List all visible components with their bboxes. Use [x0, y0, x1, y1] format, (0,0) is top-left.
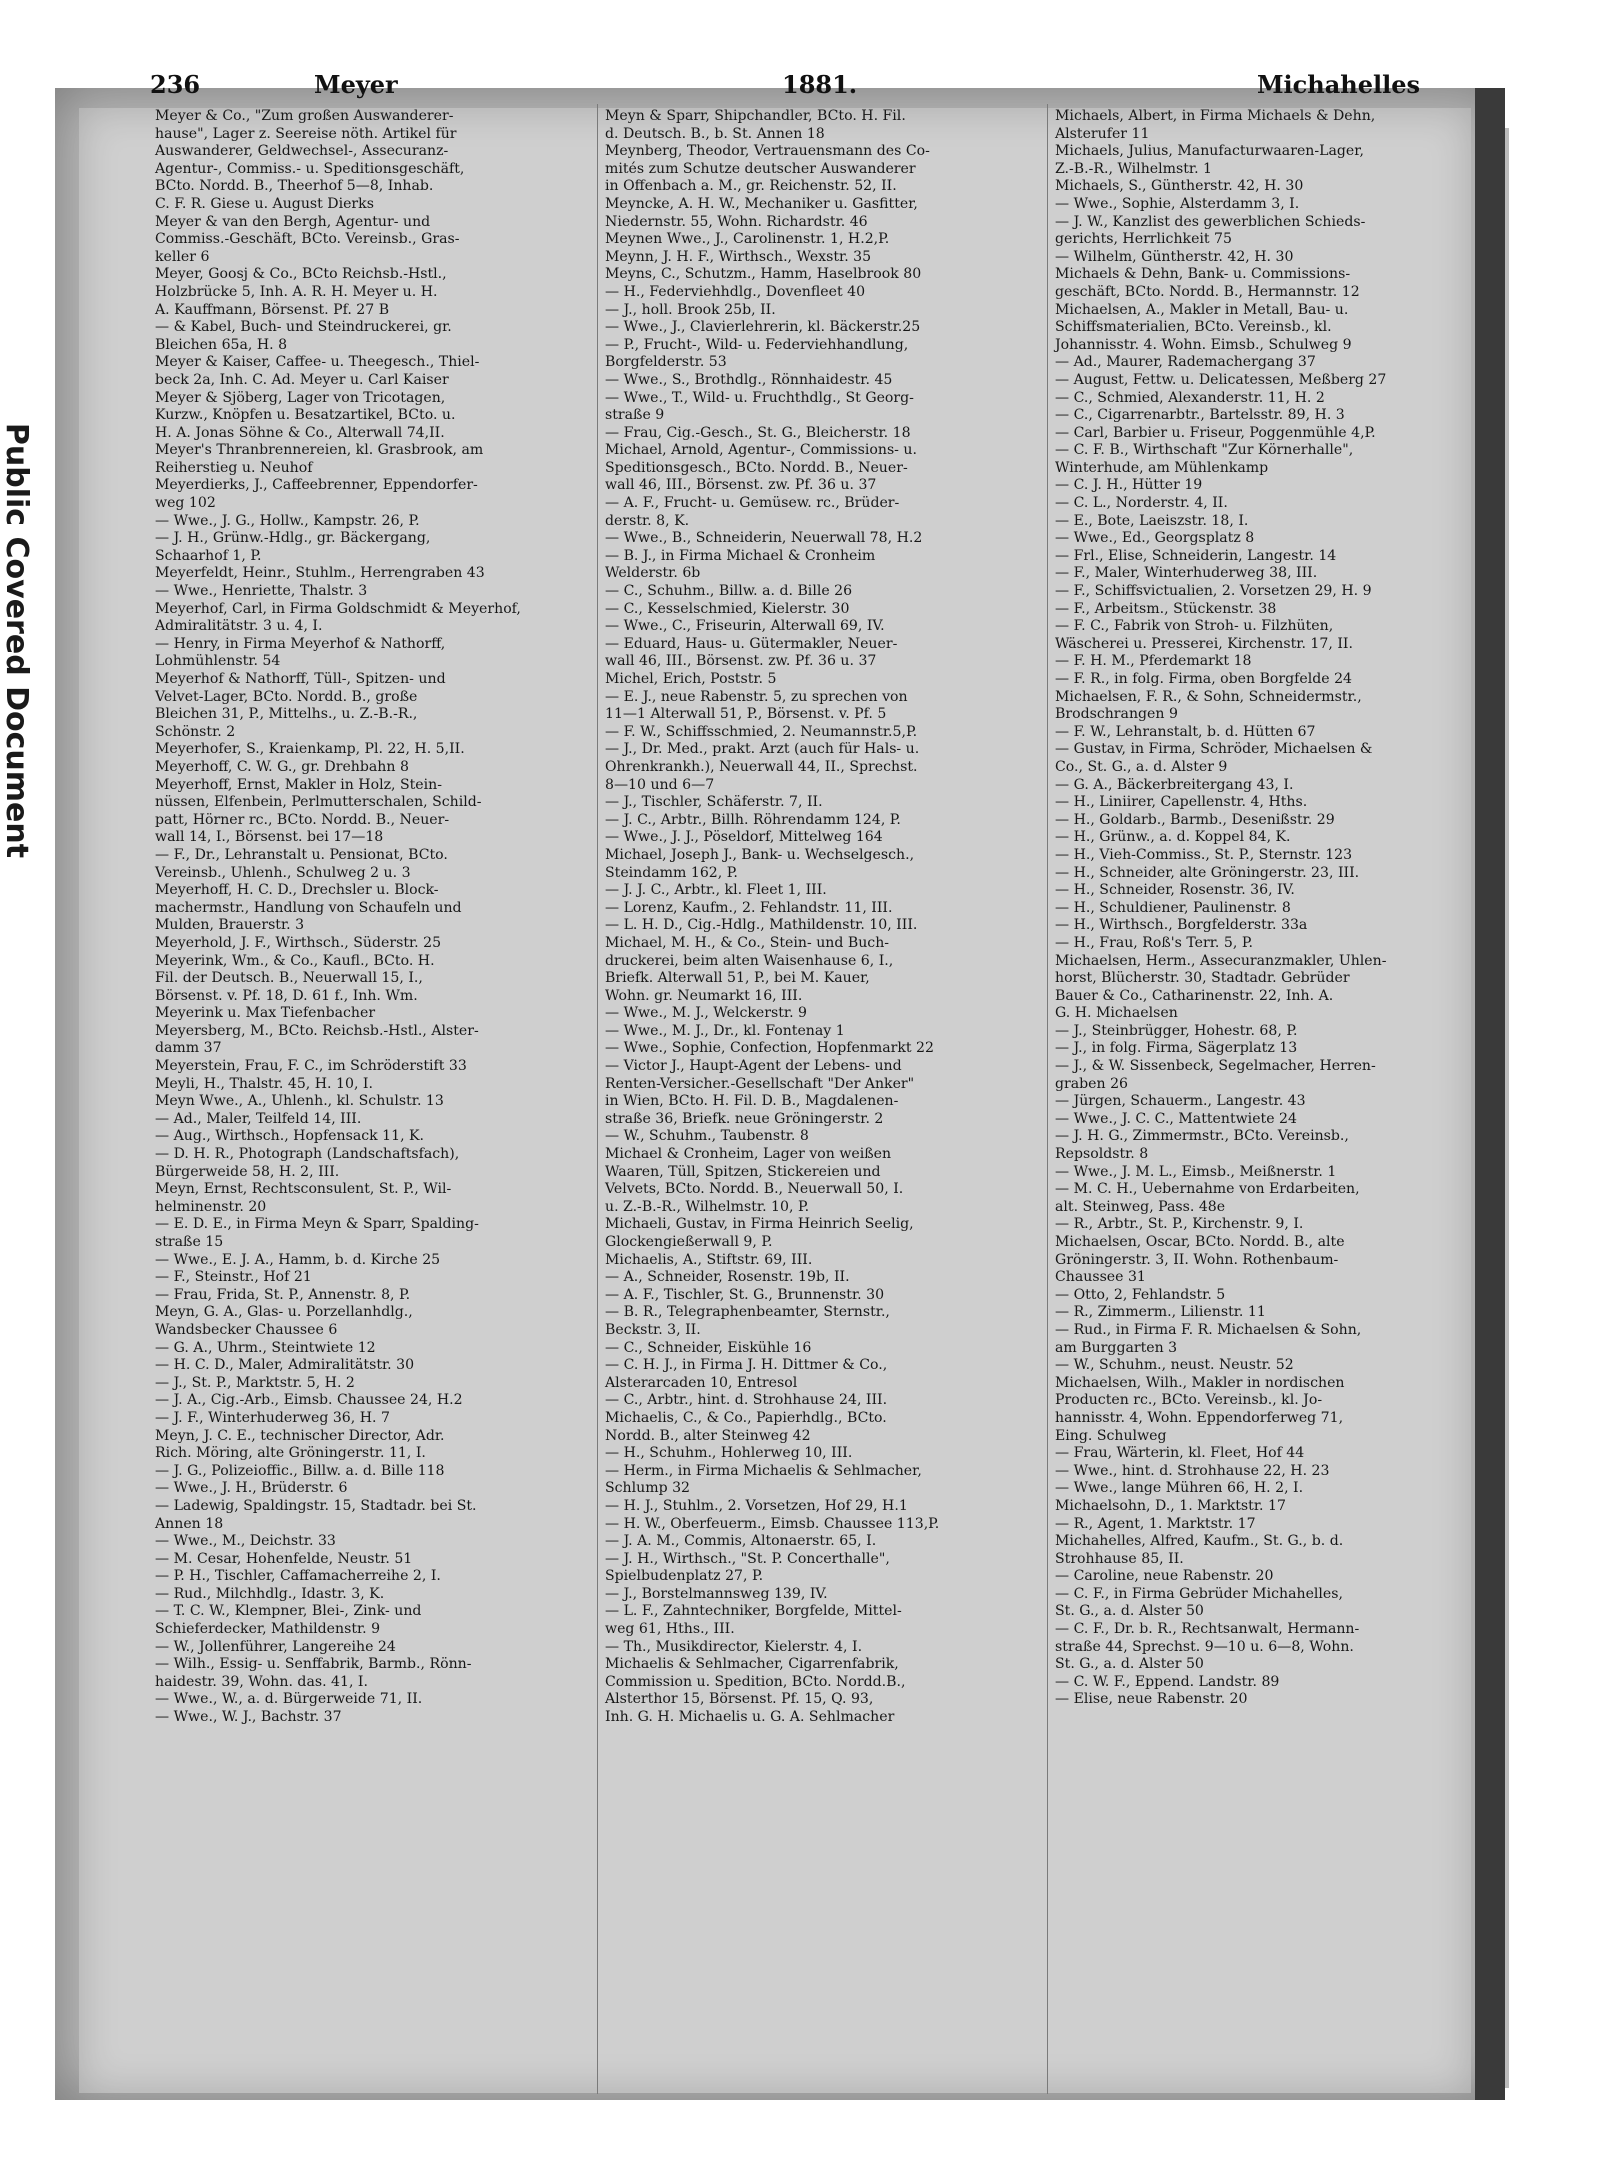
directory-line: Meyersberg, M., BCto. Reichsb.-Hstl., Alster- — [155, 1022, 479, 1039]
directory-line: haidestr. 39, Wohn. das. 41, I. — [155, 1673, 368, 1690]
directory-line: — C., Schmied, Alexanderstr. 11, H. 2 — [1055, 389, 1325, 406]
directory-line: Alsterarcaden 10, Entresol — [605, 1374, 798, 1391]
directory-line: — F., Schiffsvictualien, 2. Vorsetzen 29, H. 9 — [1055, 583, 1372, 600]
directory-line: Mulden, Brauerstr. 3 — [155, 917, 305, 934]
directory-line: — Wwe., J. C. C., Mattentwiete 24 — [1055, 1110, 1297, 1127]
directory-line: — T. C. W., Klempner, Blei-, Zink- und — [155, 1603, 422, 1620]
directory-line: — C. J. H., Hütter 19 — [1055, 477, 1203, 494]
directory-line: — Wwe., lange Mühren 66, H. 2, I. — [1055, 1480, 1304, 1497]
directory-line: Annen 18 — [155, 1515, 224, 1532]
directory-line: Meyn & Sparr, Shipchandler, BCto. H. Fil. — [605, 108, 906, 124]
directory-line: — C. W. F., Eppend. Landstr. 89 — [1055, 1673, 1280, 1690]
directory-line: — Ladewig, Spaldingstr. 15, Stadtadr. bei St. — [155, 1497, 477, 1514]
directory-line: Gröningerstr. 3, II. Wohn. Rothenbaum- — [1055, 1251, 1339, 1268]
directory-line: Michahelles, Alfred, Kaufm., St. G., b. d. — [1055, 1533, 1344, 1550]
directory-line: — F., Maler, Winterhuderweg 38, III. — [1055, 565, 1318, 582]
directory-line: graben 26 — [1055, 1075, 1129, 1092]
directory-line: Chaussee 31 — [1055, 1269, 1146, 1286]
directory-line: Strohhause 85, II. — [1055, 1550, 1184, 1567]
directory-line: Velvet-Lager, BCto. Nordd. B., große — [155, 688, 418, 705]
directory-line: Michaels, Albert, in Firma Michaels & Dehn, — [1055, 108, 1376, 124]
directory-line: — R., Agent, 1. Marktstr. 17 — [1055, 1515, 1256, 1532]
directory-line: H. A. Jonas Söhne & Co., Alterwall 74,II. — [155, 424, 445, 441]
directory-line: — Wwe., Sophie, Alsterdamm 3, I. — [1055, 195, 1300, 212]
directory-line: Meyer & Kaiser, Caffee- u. Theegesch., Thiel- — [155, 354, 480, 371]
directory-line: — E. J., neue Rabenstr. 5, zu sprechen von — [605, 688, 908, 705]
directory-line: straße 44, Sprechst. 9—10 u. 6—8, Wohn. — [1055, 1638, 1354, 1655]
directory-line: — Carl, Barbier u. Friseur, Poggenmühle 4,P. — [1055, 424, 1376, 441]
directory-line: — F., Arbeitsm., Stückenstr. 38 — [1055, 600, 1277, 617]
directory-line: Johannisstr. 4. Wohn. Eimsb., Schulweg 9 — [1055, 336, 1352, 353]
directory-line: Bauer & Co., Catharinenstr. 22, Inh. A. — [1055, 987, 1334, 1004]
directory-line: — H., Schuldiener, Paulinenstr. 8 — [1055, 899, 1291, 916]
directory-line: 11—1 Alterwall 51, P., Börsenst. v. Pf. 5 — [605, 706, 887, 723]
directory-line: — P., Frucht-, Wild- u. Federviehhandlung, — [605, 336, 909, 353]
directory-line: weg 102 — [155, 495, 216, 512]
directory-line: — J. W., Kanzlist des gewerblichen Schieds- — [1055, 213, 1366, 230]
directory-line: am Burggarten 3 — [1055, 1339, 1178, 1356]
directory-line: — F., Dr., Lehranstalt u. Pensionat, BCto. — [155, 846, 448, 863]
directory-line: — H. W., Oberfeuerm., Eimsb. Chaussee 113,P. — [605, 1515, 940, 1532]
directory-line: — J., in folg. Firma, Sägerplatz 13 — [1055, 1040, 1298, 1057]
directory-line: C. F. R. Giese u. August Dierks — [155, 195, 374, 212]
directory-line: — H., Grünw., a. d. Koppel 84, K. — [1055, 829, 1291, 846]
directory-line: Michaeli, Gustav, in Firma Heinrich Seelig, — [605, 1216, 914, 1233]
directory-line: Meyerdierks, J., Caffeebrenner, Eppendorfer- — [155, 477, 478, 494]
directory-line: geschäft, BCto. Nordd. B., Hermannstr. 12 — [1055, 283, 1360, 300]
directory-line: — August, Fettw. u. Delicatessen, Meßberg 27 — [1055, 371, 1387, 388]
column-right — [1055, 108, 1465, 1709]
directory-line: — C., Schuhm., Billw. a. d. Bille 26 — [605, 583, 853, 600]
directory-line: Wandsbecker Chaussee 6 — [155, 1321, 338, 1338]
directory-line: Meyer & Sjöberg, Lager von Tricotagen, — [155, 389, 446, 406]
directory-line: Z.-B.-R., Wilhelmstr. 1 — [1055, 160, 1212, 177]
directory-line: — C., Schneider, Eiskühle 16 — [605, 1339, 812, 1356]
directory-line: Wohn. gr. Neumarkt 16, III. — [605, 987, 803, 1004]
directory-line: Michaelsen, F. R., & Sohn, Schneidermstr., — [1055, 688, 1362, 705]
directory-line: alt. Steinweg, Pass. 48e — [1055, 1198, 1226, 1215]
directory-line: — Ad., Maler, Teilfeld 14, III. — [155, 1110, 362, 1127]
directory-line: Winterhude, am Mühlenkamp — [1055, 459, 1269, 476]
header-year: 1881. — [782, 70, 858, 99]
directory-line: — H., Schneider, Rosenstr. 36, IV. — [1055, 882, 1295, 899]
directory-line: — R., Zimmerm., Lilienstr. 11 — [1055, 1304, 1266, 1321]
directory-line: Meyerhoff, H. C. D., Drechsler u. Block- — [155, 882, 439, 899]
directory-line: — A. F., Frucht- u. Gemüsew. rc., Brüder- — [605, 495, 900, 512]
directory-line: — Wwe., S., Brothdlg., Rönnhaidestr. 45 — [605, 371, 893, 388]
directory-line: nüssen, Elfenbein, Perlmutterschalen, Schild- — [155, 794, 482, 811]
directory-line: Glockengießerwall 9, P. — [605, 1234, 773, 1250]
directory-line: Wäscherei u. Presserei, Kirchenstr. 17, II. — [1055, 635, 1353, 652]
column-divider — [597, 104, 598, 2094]
directory-line: Spielbudenplatz 27, P. — [605, 1568, 764, 1585]
directory-line: — F., Steinstr., Hof 21 — [155, 1269, 312, 1286]
directory-line: — C., Kesselschmied, Kielerstr. 30 — [605, 600, 850, 617]
directory-line: Nordd. B., alter Steinweg 42 — [605, 1427, 811, 1444]
directory-line: beck 2a, Inh. C. Ad. Meyer u. Carl Kaiser — [155, 371, 449, 388]
directory-line: — H., Wirthsch., Borgfelderstr. 33a — [1055, 917, 1308, 934]
directory-line: G. H. Michaelsen — [1055, 1005, 1178, 1022]
directory-line: — C., Cigarrenarbtr., Bartelsstr. 89, H. 3 — [1055, 407, 1345, 424]
directory-line: — Lorenz, Kaufm., 2. Fehlandstr. 11, III. — [605, 899, 893, 916]
directory-line: Michaelsen, A., Makler in Metall, Bau- u. — [1055, 301, 1349, 318]
directory-line: — Gustav, in Firma, Schröder, Michaelsen & — [1055, 741, 1373, 758]
directory-line: Producten rc., BCto. Vereinsb., kl. Jo- — [1055, 1392, 1323, 1409]
directory-line: — C. F. B., Wirthschaft "Zur Körnerhalle", — [1055, 442, 1354, 459]
directory-line: Ohrenkrankh.), Neuerwall 44, II., Sprechst. — [605, 758, 918, 775]
directory-line: u. Z.-B.-R., Wilhelmstr. 10, P. — [605, 1198, 810, 1215]
directory-line: — Wwe., M., Deichstr. 33 — [155, 1533, 336, 1550]
directory-line: — J. F., Winterhuderweg 36, H. 7 — [155, 1409, 390, 1426]
directory-line: — G. A., Bäckerbreitergang 43, I. — [1055, 776, 1294, 793]
column-middle — [605, 108, 1015, 1727]
directory-line: — M. Cesar, Hohenfelde, Neustr. 51 — [155, 1550, 413, 1567]
directory-line: Niedernstr. 55, Wohn. Richardstr. 46 — [605, 213, 868, 230]
directory-line: Steindamm 162, P. — [605, 864, 738, 881]
directory-line: — Wwe., W. J., Bachstr. 37 — [155, 1709, 342, 1726]
directory-line: Bürgerweide 58, H. 2, III. — [155, 1163, 340, 1180]
directory-line: A. Kauffmann, Börsenst. Pf. 27 B — [155, 301, 390, 318]
directory-line: Meyerhold, J. F., Wirthsch., Süderstr. 25 — [155, 934, 442, 951]
directory-line: — Wwe., M. J., Welckerstr. 9 — [605, 1005, 807, 1022]
directory-line: — Wwe., J., Clavierlehrerin, kl. Bäckerstr.25 — [605, 319, 921, 336]
directory-line: — F. H. M., Pferdemarkt 18 — [1055, 653, 1252, 670]
directory-line: mités zum Schutze deutscher Auswanderer — [605, 160, 916, 177]
directory-line: helminenstr. 20 — [155, 1198, 267, 1215]
directory-line: — Aug., Wirthsch., Hopfensack 11, K. — [155, 1128, 425, 1145]
directory-line: keller 6 — [155, 248, 210, 265]
directory-line: Inh. G. H. Michaelis u. G. A. Sehlmacher — [605, 1709, 895, 1726]
directory-line: Michaelsen, Herm., Assecuranzmakler, Uhlen- — [1055, 952, 1387, 969]
directory-line: Meyer, Goosj & Co., BCto Reichsb.-Hstl., — [155, 266, 447, 283]
directory-line: Schieferdecker, Mathildenstr. 9 — [155, 1621, 381, 1638]
directory-line: Admiralitätstr. 3 u. 4, I. — [155, 618, 323, 635]
directory-line: — J., St. P., Marktstr. 5, H. 2 — [155, 1374, 355, 1391]
directory-line: Michaels, S., Güntherstr. 42, H. 30 — [1055, 178, 1304, 195]
directory-line: Alsterufer 11 — [1055, 125, 1150, 142]
directory-line: Briefk. Alterwall 51, P., bei M. Kauer, — [605, 970, 870, 987]
directory-line: Waaren, Tüll, Spitzen, Stickereien und — [605, 1163, 881, 1180]
side-label — [0, 230, 34, 1050]
directory-line: — J. A. M., Commis, Altonaerstr. 65, I. — [605, 1533, 877, 1550]
directory-line: — J. C., Arbtr., Billh. Röhrendamm 124, P. — [605, 811, 901, 828]
directory-line: — J., holl. Brook 25b, II. — [605, 301, 776, 318]
directory-line: — H., Liniirer, Capellenstr. 4, Hths. — [1055, 794, 1308, 811]
directory-line: — P. H., Tischler, Caffamacherreihe 2, I. — [155, 1568, 441, 1585]
directory-line: — Henry, in Firma Meyerhof & Nathorff, — [155, 635, 446, 652]
directory-line: Bleichen 31, P., Mittelhs., u. Z.-B.-R., — [155, 706, 418, 723]
directory-line: Meyn Wwe., A., Uhlenh., kl. Schulstr. 13 — [155, 1093, 444, 1110]
directory-line: — F. W., Schiffsschmied, 2. Neumannstr.5,P. — [605, 723, 918, 740]
directory-line: Kurzw., Knöpfen u. Besatzartikel, BCto. u. — [155, 407, 456, 424]
directory-line: — Wwe., Ed., Georgsplatz 8 — [1055, 530, 1255, 547]
directory-line: — C. F., Dr. b. R., Rechtsanwalt, Hermann- — [1055, 1621, 1360, 1638]
directory-line: — Ad., Maurer, Rademachergang 37 — [1055, 354, 1316, 371]
directory-line: — Frl., Elise, Schneiderin, Langestr. 14 — [1055, 547, 1337, 564]
directory-line: — F. W., Lehranstalt, b. d. Hütten 67 — [1055, 723, 1316, 740]
directory-line: — C. L., Norderstr. 4, II. — [1055, 495, 1228, 512]
directory-line: — F. R., in folg. Firma, oben Borgfelde 24 — [1055, 671, 1353, 687]
directory-line: Meynn, J. H. F., Wirthsch., Wexstr. 35 — [605, 248, 872, 265]
directory-line: — Wwe., Henriette, Thalstr. 3 — [155, 583, 368, 600]
directory-line: — M. C. H., Uebernahme von Erdarbeiten, — [1055, 1181, 1360, 1198]
directory-line: Michaelsen, Oscar, BCto. Nordd. B., alte — [1055, 1234, 1345, 1250]
directory-line: Co., St. G., a. d. Alster 9 — [1055, 758, 1228, 775]
directory-line: — J., Dr. Med., prakt. Arzt (auch für Hals- u. — [605, 741, 920, 758]
directory-line: — D. H. R., Photograph (Landschaftsfach), — [155, 1146, 460, 1163]
directory-line: — A., Schneider, Rosenstr. 19b, II. — [605, 1269, 850, 1286]
directory-line: Meyer's Thranbrennereien, kl. Grasbrook, am — [155, 442, 484, 459]
directory-line: hannisstr. 4, Wohn. Eppendorferweg 71, — [1055, 1409, 1344, 1426]
directory-line: Meyns, C., Schutzm., Hamm, Haselbrook 80 — [605, 266, 922, 283]
directory-line: — Wilh., Essig- u. Senffabrik, Barmb., Rönn- — [155, 1656, 472, 1673]
directory-line: — Wwe., T., Wild- u. Fruchthdlg., St Georg- — [605, 389, 914, 406]
directory-line: Commission u. Spedition, BCto. Nordd.B., — [605, 1673, 906, 1690]
directory-line: — J. H., Grünw.-Hdlg., gr. Bäckergang, — [155, 530, 431, 547]
directory-line: straße 15 — [155, 1234, 224, 1250]
directory-line: Repsoldstr. 8 — [1055, 1146, 1149, 1163]
directory-line: — F. C., Fabrik von Stroh- u. Filzhüten, — [1055, 618, 1334, 635]
directory-line: wall 14, I., Börsenst. bei 17—18 — [155, 829, 384, 846]
directory-line: Meyli, H., Thalstr. 45, H. 10, I. — [155, 1075, 373, 1092]
directory-line: — Herm., in Firma Michaelis & Sehlmacher, — [605, 1462, 922, 1479]
page-edge-shadow — [1475, 88, 1505, 2100]
page-number: 236 — [150, 70, 201, 99]
directory-line: — W., Schuhm., neust. Neustr. 52 — [1055, 1357, 1294, 1374]
directory-line: — J. J. C., Arbtr., kl. Fleet 1, III. — [605, 882, 827, 899]
directory-line: Meyncke, A. H. W., Mechaniker u. Gasfitter, — [605, 195, 918, 212]
directory-line: Velvets, BCto. Nordd. B., Neuerwall 50, I. — [605, 1181, 904, 1198]
directory-line: Bleichen 65a, H. 8 — [155, 336, 288, 353]
directory-line: Agentur-, Commiss.- u. Speditionsgeschäft, — [155, 160, 465, 177]
directory-line: — Elise, neue Rabenstr. 20 — [1055, 1691, 1248, 1708]
directory-line: Brodschrangen 9 — [1055, 706, 1178, 723]
directory-line: Schlump 32 — [605, 1480, 691, 1497]
directory-line: straße 36, Briefk. neue Gröningerstr. 2 — [605, 1110, 884, 1127]
directory-line: Beckstr. 3, II. — [605, 1321, 701, 1338]
directory-line: Michael, Arnold, Agentur-, Commissions- u. — [605, 442, 917, 459]
directory-line: — W., Schuhm., Taubenstr. 8 — [605, 1128, 809, 1145]
directory-line: — J. A., Cig.-Arb., Eimsb. Chaussee 24, H.2 — [155, 1392, 463, 1409]
directory-line: Vereinsb., Uhlenh., Schulweg 2 u. 3 — [155, 864, 411, 881]
directory-line: — Wilhelm, Güntherstr. 42, H. 30 — [1055, 248, 1294, 265]
directory-line: — J., Tischler, Schäferstr. 7, II. — [605, 794, 823, 811]
directory-line: Michel, Erich, Poststr. 5 — [605, 671, 777, 687]
directory-line: — Frau, Frida, St. P., Annenstr. 8, P. — [155, 1286, 411, 1303]
directory-line: Meyer & van den Bergh, Agentur- und — [155, 213, 431, 230]
directory-line: — H., Frau, Roß's Terr. 5, P. — [1055, 934, 1253, 951]
directory-line: — Frau, Cig.-Gesch., St. G., Bleicherstr. 18 — [605, 424, 911, 441]
directory-line: — & Kabel, Buch- und Steindruckerei, gr. — [155, 319, 452, 336]
directory-line: — J. G., Polizeioffic., Billw. a. d. Bille 118 — [155, 1462, 445, 1479]
directory-line: wall 46, III., Börsenst. zw. Pf. 36 u. 37 — [605, 477, 877, 494]
directory-line: Rich. Möring, alte Gröningerstr. 11, I. — [155, 1445, 426, 1462]
directory-line: Michaelsen, Wilh., Makler in nordischen — [1055, 1374, 1345, 1391]
directory-line: — Wwe., hint. d. Strohhause 22, H. 23 — [1055, 1462, 1330, 1479]
directory-line: — Otto, 2, Fehlandstr. 5 — [1055, 1286, 1226, 1303]
directory-line: — W., Jollenführer, Langereihe 24 — [155, 1638, 396, 1655]
directory-line: — Rud., Milchhdlg., Idastr. 3, K. — [155, 1585, 385, 1602]
directory-line: — C. F., in Firma Gebrüder Michahelles, — [1055, 1585, 1343, 1602]
directory-line: Michaelis & Sehlmacher, Cigarrenfabrik, — [605, 1656, 899, 1673]
directory-line: — H., Federviehhdlg., Dovenfleet 40 — [605, 283, 866, 300]
directory-line: in Offenbach a. M., gr. Reichenstr. 52, II. — [605, 178, 897, 195]
directory-line: Meyerink, Wm., & Co., Kaufl., BCto. H. — [155, 952, 435, 969]
directory-line: Meyerhof, Carl, in Firma Goldschmidt & Meyerhof, — [155, 600, 521, 617]
directory-line: Michaelsohn, D., 1. Marktstr. 17 — [1055, 1497, 1286, 1514]
directory-line: Börsenst. v. Pf. 18, D. 61 f., Inh. Wm. — [155, 987, 418, 1004]
directory-line: Alsterthor 15, Börsenst. Pf. 15, Q. 93, — [605, 1691, 874, 1708]
directory-line: — R., Arbtr., St. P., Kirchenstr. 9, I. — [1055, 1216, 1304, 1233]
directory-line: Michael, Joseph J., Bank- u. Wechselgesch., — [605, 846, 915, 863]
directory-line: — J., Steinbrügger, Hohestr. 68, P. — [1055, 1022, 1298, 1039]
directory-line: Schiffsmaterialien, BCto. Vereinsb., kl. — [1055, 319, 1332, 336]
directory-line: — G. A., Uhrm., Steintwiete 12 — [155, 1339, 376, 1356]
directory-line: Schaarhof 1, P. — [155, 547, 262, 564]
directory-line: — H. J., Stuhlm., 2. Vorsetzen, Hof 29, H.1 — [605, 1497, 908, 1514]
directory-line: — J. H., Wirthsch., "St. P. Concerthalle", — [605, 1550, 890, 1567]
directory-line: Meyerfeldt, Heinr., Stuhlm., Herrengraben 43 — [155, 565, 485, 582]
column-left — [155, 108, 565, 1727]
directory-line: weg 61, Hths., III. — [605, 1621, 735, 1638]
directory-line: derstr. 8, K. — [605, 512, 690, 529]
directory-line: — C., Arbtr., hint. d. Strohhause 24, III. — [605, 1392, 888, 1409]
directory-line: Meyerink u. Max Tiefenbacher — [155, 1005, 376, 1022]
directory-line: Holzbrücke 5, Inh. A. R. H. Meyer u. H. — [155, 283, 438, 300]
directory-line: damm 37 — [155, 1040, 222, 1057]
directory-line: — H., Goldarb., Barmb., Desenißstr. 29 — [1055, 811, 1335, 828]
directory-line: — Wwe., J. J., Pöseldorf, Mittelweg 164 — [605, 829, 883, 846]
directory-line: — H., Vieh-Commiss., St. P., Sternstr. 123 — [1055, 846, 1353, 863]
directory-line: Reiherstieg u. Neuhof — [155, 459, 313, 476]
directory-line: — Wwe., J. M. L., Eimsb., Meißnerstr. 1 — [1055, 1163, 1337, 1180]
directory-line: gerichts, Herrlichkeit 75 — [1055, 231, 1232, 248]
directory-line: Michaelis, C., & Co., Papierhdlg., BCto. — [605, 1409, 887, 1426]
directory-line: BCto. Nordd. B., Theerhof 5—8, Inhab. — [155, 178, 434, 195]
directory-line: — Wwe., W., a. d. Bürgerweide 71, II. — [155, 1691, 423, 1708]
directory-line: — A. F., Tischler, St. G., Brunnenstr. 30 — [605, 1286, 885, 1303]
directory-line: — E. D. E., in Firma Meyn & Sparr, Spalding- — [155, 1216, 479, 1233]
directory-line: Auswanderer, Geldwechsel-, Assecuranz- — [155, 143, 449, 160]
directory-line: — J., & W. Sissenbeck, Segelmacher, Herren- — [1055, 1058, 1376, 1075]
directory-line: Meyerhof & Nathorff, Tüll-, Spitzen- und — [155, 671, 446, 687]
directory-line: in Wien, BCto. H. Fil. D. B., Magdalenen- — [605, 1093, 899, 1110]
directory-line: Michael & Cronheim, Lager von weißen — [605, 1146, 892, 1163]
directory-line: — Wwe., J. G., Hollw., Kampstr. 26, P. — [155, 512, 420, 529]
directory-line: 8—10 und 6—7 — [605, 776, 715, 793]
side-label-text: Public Covered Document — [0, 422, 35, 858]
directory-line: patt, Hörner rc., BCto. Nordd. B., Neuer- — [155, 811, 450, 828]
directory-line: Schönstr. 2 — [155, 723, 236, 740]
directory-line: St. G., a. d. Alster 50 — [1055, 1603, 1204, 1620]
page-header — [150, 70, 1420, 106]
directory-line: Michael, M. H., & Co., Stein- und Buch- — [605, 934, 890, 951]
directory-line: — Jürgen, Schauerm., Langestr. 43 — [1055, 1093, 1306, 1110]
directory-line: Meyerhoff, Ernst, Makler in Holz, Stein- — [155, 776, 442, 793]
directory-line: — H., Schneider, alte Gröningerstr. 23, III. — [1055, 864, 1360, 881]
directory-line: wall 46, III., Börsenst. zw. Pf. 36 u. 37 — [605, 653, 877, 670]
directory-line: — Wwe., E. J. A., Hamm, b. d. Kirche 25 — [155, 1251, 441, 1268]
directory-line: — Th., Musikdirector, Kielerstr. 4, I. — [605, 1638, 863, 1655]
header-left-word: Meyer — [314, 70, 398, 99]
column-divider — [1047, 104, 1048, 2094]
directory-line: Commiss.-Geschäft, BCto. Vereinsb., Gras- — [155, 231, 460, 248]
directory-line: hause", Lager z. Seereise nöth. Artikel für — [155, 125, 457, 142]
directory-line: — B. J., in Firma Michael & Cronheim — [605, 547, 876, 564]
directory-line: Meyn, G. A., Glas- u. Porzellanhdlg., — [155, 1304, 413, 1321]
directory-line: Michaels, Julius, Manufacturwaaren-Lager, — [1055, 143, 1364, 160]
directory-line: horst, Blücherstr. 30, Stadtadr. Gebrüder — [1055, 970, 1350, 987]
directory-line: Meyer & Co., "Zum großen Auswanderer- — [155, 108, 454, 124]
directory-line: Meyerhofer, S., Kraienkamp, Pl. 22, H. 5,II. — [155, 741, 465, 758]
directory-line: — Frau, Wärterin, kl. Fleet, Hof 44 — [1055, 1445, 1305, 1462]
directory-line: straße 9 — [605, 407, 665, 424]
directory-line: Lohmühlenstr. 54 — [155, 653, 281, 670]
directory-line: Michaelis, A., Stiftstr. 69, III. — [605, 1251, 813, 1268]
directory-line: — Wwe., M. J., Dr., kl. Fontenay 1 — [605, 1022, 845, 1039]
directory-line: St. G., a. d. Alster 50 — [1055, 1656, 1204, 1673]
directory-line: d. Deutsch. B., b. St. Annen 18 — [605, 125, 825, 142]
directory-line: — L. H. D., Cig.-Hdlg., Mathildenstr. 10, III. — [605, 917, 918, 934]
directory-line: — J., Borstelmannsweg 139, IV. — [605, 1585, 828, 1602]
directory-line: Welderstr. 6b — [605, 565, 701, 582]
directory-line: Meyerstein, Frau, F. C., im Schröderstift 33 — [155, 1058, 467, 1075]
directory-line: Renten-Versicher.-Gesellschaft "Der Anker" — [605, 1075, 915, 1092]
directory-line: druckerei, beim alten Waisenhause 6, I., — [605, 952, 894, 969]
directory-line: Eing. Schulweg — [1055, 1427, 1167, 1444]
directory-line: — Wwe., J. H., Brüderstr. 6 — [155, 1480, 348, 1497]
directory-line: — Eduard, Haus- u. Gütermakler, Neuer- — [605, 635, 898, 652]
directory-line: Meyn, Ernst, Rechtsconsulent, St. P., Wil- — [155, 1181, 452, 1198]
header-right-word: Michahelles — [1256, 70, 1420, 99]
directory-line: — L. F., Zahntechniker, Borgfelde, Mittel- — [605, 1603, 902, 1620]
directory-line: Speditionsgesch., BCto. Nordd. B., Neuer- — [605, 459, 908, 476]
directory-line: Fil. der Deutsch. B., Neuerwall 15, I., — [155, 970, 423, 987]
directory-line: — J. H. G., Zimmermstr., BCto. Vereinsb., — [1055, 1128, 1349, 1145]
directory-line: — Rud., in Firma F. R. Michaelsen & Sohn, — [1055, 1321, 1362, 1338]
directory-line: Meyerhoff, C. W. G., gr. Drehbahn 8 — [155, 758, 409, 775]
directory-line: — C. H. J., in Firma J. H. Dittmer & Co., — [605, 1357, 888, 1374]
directory-line: Borgfelderstr. 53 — [605, 354, 727, 371]
directory-line: — Victor J., Haupt-Agent der Lebens- und — [605, 1058, 902, 1075]
directory-line: — E., Bote, Laeiszstr. 18, I. — [1055, 512, 1249, 529]
directory-line: — Wwe., B., Schneiderin, Neuerwall 78, H.2 — [605, 530, 923, 547]
directory-line: — H. C. D., Maler, Admiralitätstr. 30 — [155, 1357, 415, 1374]
directory-line: Meynen Wwe., J., Carolinenstr. 1, H.2,P. — [605, 231, 890, 248]
directory-line: Meynberg, Theodor, Vertrauensmann des Co- — [605, 143, 930, 160]
directory-line: — H., Schuhm., Hohlerweg 10, III. — [605, 1445, 853, 1462]
directory-line: Meyn, J. C. E., technischer Director, Adr. — [155, 1427, 445, 1444]
directory-line: — Caroline, neue Rabenstr. 20 — [1055, 1568, 1274, 1585]
directory-line: — B. R., Telegraphenbeamter, Sternstr., — [605, 1304, 890, 1321]
directory-line: — Wwe., C., Friseurin, Alterwall 69, IV. — [605, 618, 885, 635]
directory-line: machermstr., Handlung von Schaufeln und — [155, 899, 462, 916]
directory-line: — Wwe., Sophie, Confection, Hopfenmarkt 22 — [605, 1040, 934, 1057]
directory-line: Michaels & Dehn, Bank- u. Commissions- — [1055, 266, 1351, 283]
